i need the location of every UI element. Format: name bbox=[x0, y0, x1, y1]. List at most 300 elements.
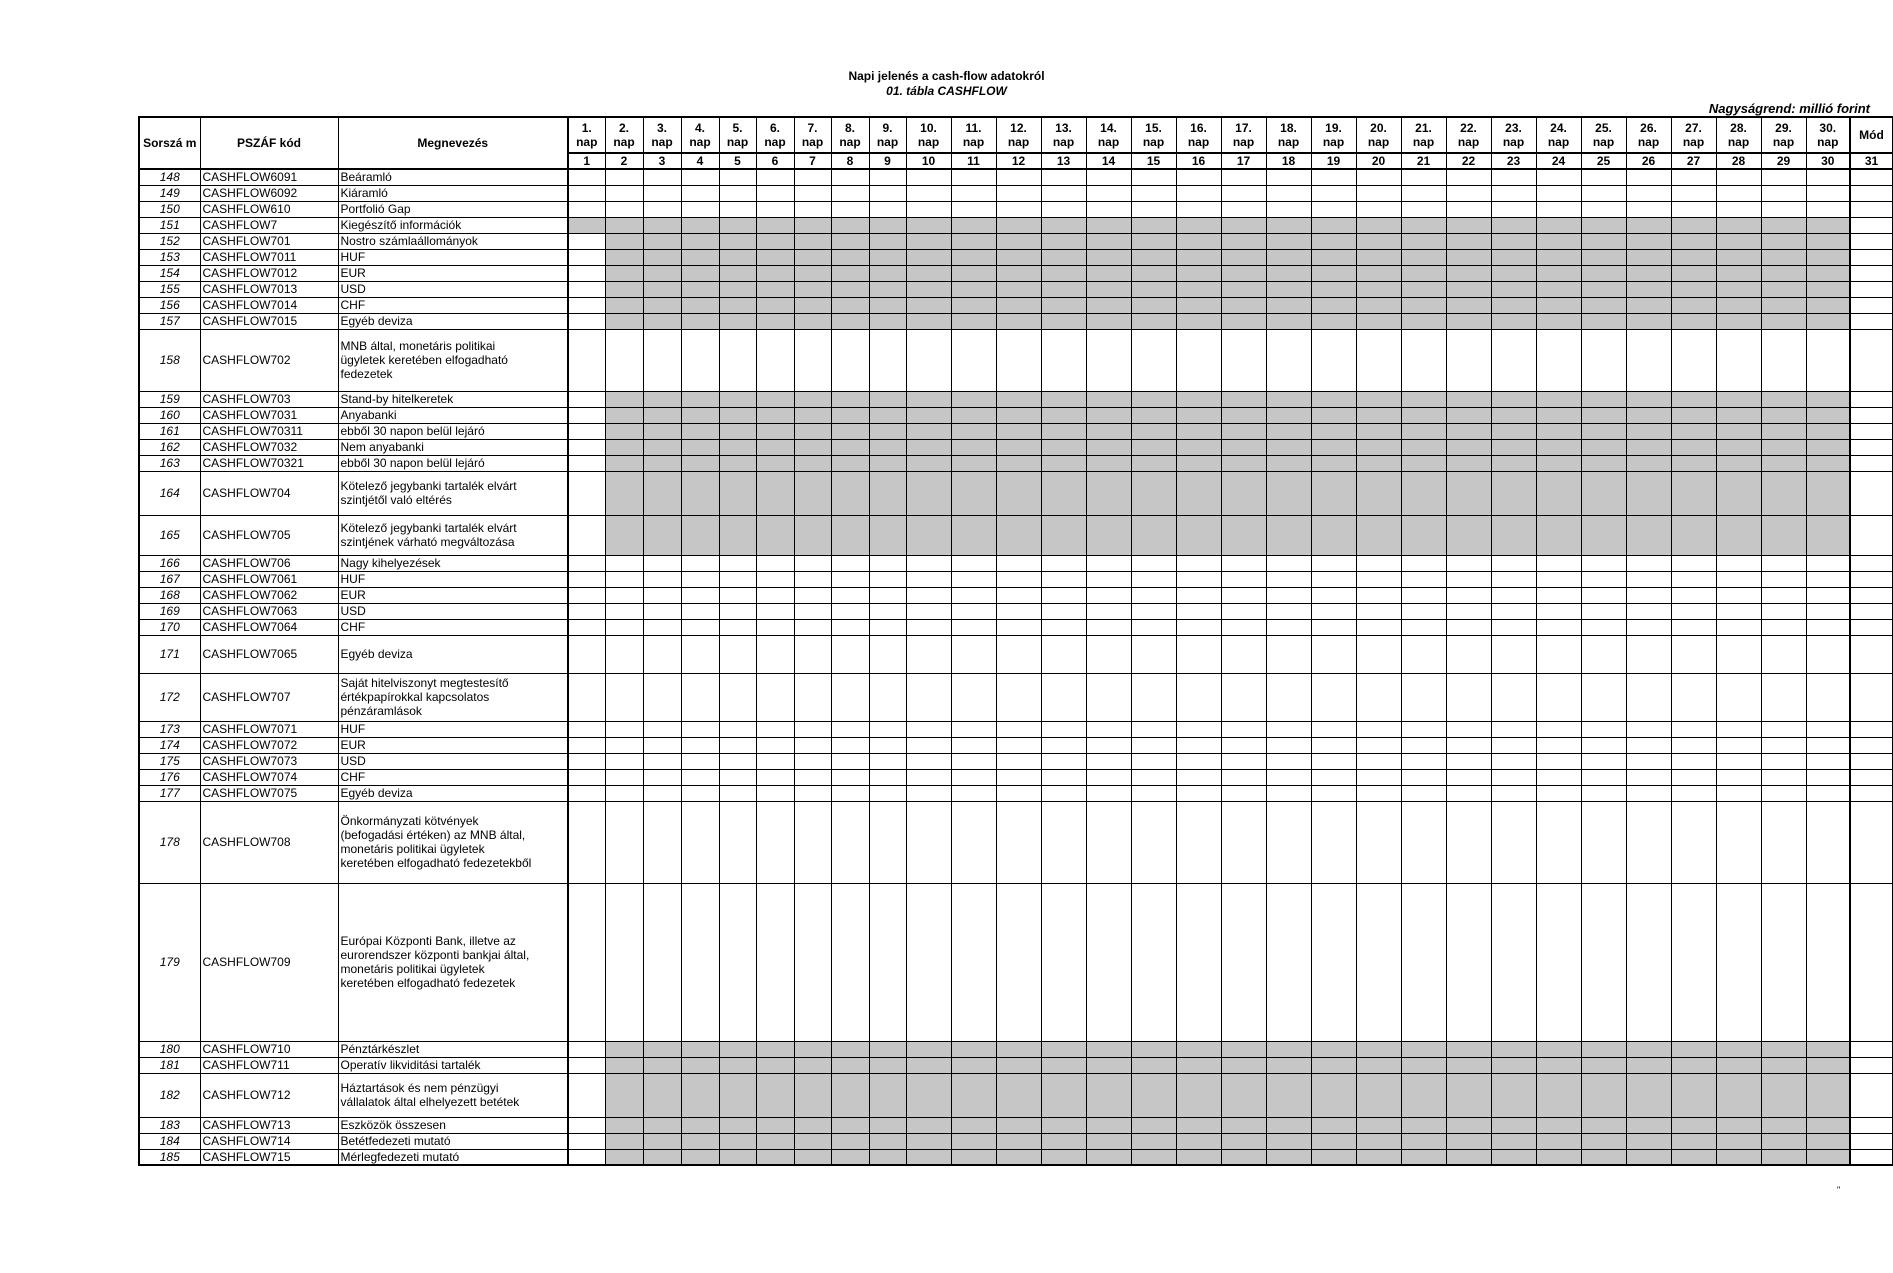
data-cell-day-14[interactable] bbox=[1086, 1117, 1131, 1133]
data-cell-day-14[interactable] bbox=[1086, 555, 1131, 571]
data-cell-day-20[interactable] bbox=[1356, 201, 1401, 217]
data-cell-day-22[interactable] bbox=[1446, 753, 1491, 769]
data-cell-day-2[interactable] bbox=[605, 439, 643, 455]
data-cell-day-1[interactable] bbox=[568, 737, 605, 753]
data-cell-day-18[interactable] bbox=[1266, 185, 1311, 201]
data-cell-day-12[interactable] bbox=[996, 515, 1041, 555]
data-cell-day-22[interactable] bbox=[1446, 313, 1491, 329]
data-cell-day-30[interactable] bbox=[1806, 233, 1850, 249]
data-cell-day-10[interactable] bbox=[906, 265, 951, 281]
data-cell-day-14[interactable] bbox=[1086, 455, 1131, 471]
data-cell-day-22[interactable] bbox=[1446, 587, 1491, 603]
data-cell-day-11[interactable] bbox=[951, 281, 996, 297]
data-cell-day-31[interactable] bbox=[1850, 455, 1893, 471]
data-cell-day-4[interactable] bbox=[681, 635, 719, 673]
data-cell-day-7[interactable] bbox=[794, 555, 831, 571]
data-cell-day-2[interactable] bbox=[605, 423, 643, 439]
data-cell-day-8[interactable] bbox=[831, 883, 869, 1041]
data-cell-day-12[interactable] bbox=[996, 785, 1041, 801]
data-cell-day-6[interactable] bbox=[756, 603, 794, 619]
data-cell-day-28[interactable] bbox=[1716, 201, 1761, 217]
data-cell-day-10[interactable] bbox=[906, 515, 951, 555]
data-cell-day-15[interactable] bbox=[1131, 407, 1176, 423]
data-cell-day-4[interactable] bbox=[681, 721, 719, 737]
data-cell-day-21[interactable] bbox=[1401, 883, 1446, 1041]
data-cell-day-16[interactable] bbox=[1176, 1117, 1221, 1133]
data-cell-day-29[interactable] bbox=[1761, 1149, 1806, 1165]
data-cell-day-1[interactable] bbox=[568, 265, 605, 281]
data-cell-day-15[interactable] bbox=[1131, 185, 1176, 201]
data-cell-day-3[interactable] bbox=[643, 1117, 681, 1133]
data-cell-day-25[interactable] bbox=[1581, 801, 1626, 883]
data-cell-day-10[interactable] bbox=[906, 281, 951, 297]
data-cell-day-8[interactable] bbox=[831, 801, 869, 883]
data-cell-day-25[interactable] bbox=[1581, 407, 1626, 423]
data-cell-day-23[interactable] bbox=[1491, 1057, 1536, 1073]
data-cell-day-2[interactable] bbox=[605, 281, 643, 297]
data-cell-day-23[interactable] bbox=[1491, 785, 1536, 801]
data-cell-day-18[interactable] bbox=[1266, 1117, 1311, 1133]
data-cell-day-4[interactable] bbox=[681, 169, 719, 185]
data-cell-day-4[interactable] bbox=[681, 785, 719, 801]
data-cell-day-19[interactable] bbox=[1311, 439, 1356, 455]
data-cell-day-19[interactable] bbox=[1311, 555, 1356, 571]
data-cell-day-22[interactable] bbox=[1446, 439, 1491, 455]
data-cell-day-26[interactable] bbox=[1626, 185, 1671, 201]
data-cell-day-1[interactable] bbox=[568, 801, 605, 883]
data-cell-day-9[interactable] bbox=[869, 407, 906, 423]
data-cell-day-17[interactable] bbox=[1221, 471, 1266, 515]
data-cell-day-7[interactable] bbox=[794, 673, 831, 721]
data-cell-day-13[interactable] bbox=[1041, 297, 1086, 313]
data-cell-day-4[interactable] bbox=[681, 801, 719, 883]
data-cell-day-26[interactable] bbox=[1626, 329, 1671, 391]
data-cell-day-14[interactable] bbox=[1086, 571, 1131, 587]
data-cell-day-21[interactable] bbox=[1401, 801, 1446, 883]
data-cell-day-29[interactable] bbox=[1761, 423, 1806, 439]
data-cell-day-19[interactable] bbox=[1311, 801, 1356, 883]
data-cell-day-3[interactable] bbox=[643, 407, 681, 423]
data-cell-day-5[interactable] bbox=[719, 1149, 756, 1165]
data-cell-day-14[interactable] bbox=[1086, 1057, 1131, 1073]
data-cell-day-20[interactable] bbox=[1356, 721, 1401, 737]
data-cell-day-1[interactable] bbox=[568, 883, 605, 1041]
data-cell-day-13[interactable] bbox=[1041, 1117, 1086, 1133]
data-cell-day-31[interactable] bbox=[1850, 407, 1893, 423]
data-cell-day-26[interactable] bbox=[1626, 571, 1671, 587]
data-cell-day-30[interactable] bbox=[1806, 313, 1850, 329]
data-cell-day-18[interactable] bbox=[1266, 201, 1311, 217]
data-cell-day-8[interactable] bbox=[831, 571, 869, 587]
data-cell-day-17[interactable] bbox=[1221, 281, 1266, 297]
data-cell-day-25[interactable] bbox=[1581, 265, 1626, 281]
data-cell-day-16[interactable] bbox=[1176, 201, 1221, 217]
data-cell-day-9[interactable] bbox=[869, 281, 906, 297]
data-cell-day-8[interactable] bbox=[831, 1149, 869, 1165]
data-cell-day-24[interactable] bbox=[1536, 169, 1581, 185]
data-cell-day-29[interactable] bbox=[1761, 329, 1806, 391]
data-cell-day-15[interactable] bbox=[1131, 439, 1176, 455]
data-cell-day-2[interactable] bbox=[605, 1133, 643, 1149]
data-cell-day-24[interactable] bbox=[1536, 1057, 1581, 1073]
data-cell-day-1[interactable] bbox=[568, 407, 605, 423]
data-cell-day-24[interactable] bbox=[1536, 407, 1581, 423]
data-cell-day-18[interactable] bbox=[1266, 1133, 1311, 1149]
data-cell-day-26[interactable] bbox=[1626, 635, 1671, 673]
data-cell-day-4[interactable] bbox=[681, 673, 719, 721]
data-cell-day-5[interactable] bbox=[719, 737, 756, 753]
data-cell-day-7[interactable] bbox=[794, 619, 831, 635]
data-cell-day-9[interactable] bbox=[869, 265, 906, 281]
data-cell-day-12[interactable] bbox=[996, 297, 1041, 313]
data-cell-day-27[interactable] bbox=[1671, 587, 1716, 603]
data-cell-day-10[interactable] bbox=[906, 297, 951, 313]
data-cell-day-11[interactable] bbox=[951, 673, 996, 721]
data-cell-day-14[interactable] bbox=[1086, 1073, 1131, 1117]
data-cell-day-17[interactable] bbox=[1221, 201, 1266, 217]
data-cell-day-20[interactable] bbox=[1356, 603, 1401, 619]
data-cell-day-5[interactable] bbox=[719, 391, 756, 407]
data-cell-day-15[interactable] bbox=[1131, 1133, 1176, 1149]
data-cell-day-7[interactable] bbox=[794, 233, 831, 249]
data-cell-day-26[interactable] bbox=[1626, 201, 1671, 217]
data-cell-day-20[interactable] bbox=[1356, 1073, 1401, 1117]
data-cell-day-12[interactable] bbox=[996, 391, 1041, 407]
data-cell-day-22[interactable] bbox=[1446, 1133, 1491, 1149]
data-cell-day-4[interactable] bbox=[681, 391, 719, 407]
data-cell-day-8[interactable] bbox=[831, 281, 869, 297]
data-cell-day-6[interactable] bbox=[756, 185, 794, 201]
data-cell-day-11[interactable] bbox=[951, 249, 996, 265]
data-cell-day-30[interactable] bbox=[1806, 297, 1850, 313]
data-cell-day-9[interactable] bbox=[869, 1133, 906, 1149]
data-cell-day-1[interactable] bbox=[568, 587, 605, 603]
data-cell-day-21[interactable] bbox=[1401, 1133, 1446, 1149]
data-cell-day-15[interactable] bbox=[1131, 329, 1176, 391]
data-cell-day-19[interactable] bbox=[1311, 571, 1356, 587]
data-cell-day-21[interactable] bbox=[1401, 407, 1446, 423]
data-cell-day-4[interactable] bbox=[681, 587, 719, 603]
data-cell-day-11[interactable] bbox=[951, 233, 996, 249]
data-cell-day-4[interactable] bbox=[681, 753, 719, 769]
data-cell-day-8[interactable] bbox=[831, 185, 869, 201]
data-cell-day-13[interactable] bbox=[1041, 1133, 1086, 1149]
data-cell-day-5[interactable] bbox=[719, 635, 756, 673]
data-cell-day-19[interactable] bbox=[1311, 329, 1356, 391]
data-cell-day-1[interactable] bbox=[568, 471, 605, 515]
data-cell-day-2[interactable] bbox=[605, 185, 643, 201]
data-cell-day-5[interactable] bbox=[719, 201, 756, 217]
data-cell-day-29[interactable] bbox=[1761, 721, 1806, 737]
data-cell-day-6[interactable] bbox=[756, 785, 794, 801]
data-cell-day-28[interactable] bbox=[1716, 571, 1761, 587]
data-cell-day-24[interactable] bbox=[1536, 391, 1581, 407]
data-cell-day-7[interactable] bbox=[794, 753, 831, 769]
data-cell-day-10[interactable] bbox=[906, 1117, 951, 1133]
data-cell-day-6[interactable] bbox=[756, 233, 794, 249]
data-cell-day-18[interactable] bbox=[1266, 297, 1311, 313]
data-cell-day-10[interactable] bbox=[906, 169, 951, 185]
data-cell-day-12[interactable] bbox=[996, 1117, 1041, 1133]
data-cell-day-7[interactable] bbox=[794, 737, 831, 753]
data-cell-day-27[interactable] bbox=[1671, 281, 1716, 297]
data-cell-day-21[interactable] bbox=[1401, 571, 1446, 587]
data-cell-day-8[interactable] bbox=[831, 1133, 869, 1149]
data-cell-day-21[interactable] bbox=[1401, 169, 1446, 185]
data-cell-day-2[interactable] bbox=[605, 1073, 643, 1117]
data-cell-day-7[interactable] bbox=[794, 423, 831, 439]
data-cell-day-14[interactable] bbox=[1086, 439, 1131, 455]
data-cell-day-14[interactable] bbox=[1086, 515, 1131, 555]
data-cell-day-6[interactable] bbox=[756, 721, 794, 737]
data-cell-day-29[interactable] bbox=[1761, 439, 1806, 455]
data-cell-day-2[interactable] bbox=[605, 785, 643, 801]
data-cell-day-26[interactable] bbox=[1626, 883, 1671, 1041]
data-cell-day-14[interactable] bbox=[1086, 391, 1131, 407]
data-cell-day-28[interactable] bbox=[1716, 313, 1761, 329]
data-cell-day-31[interactable] bbox=[1850, 1117, 1893, 1133]
data-cell-day-11[interactable] bbox=[951, 185, 996, 201]
data-cell-day-29[interactable] bbox=[1761, 603, 1806, 619]
data-cell-day-15[interactable] bbox=[1131, 801, 1176, 883]
data-cell-day-15[interactable] bbox=[1131, 673, 1176, 721]
data-cell-day-27[interactable] bbox=[1671, 721, 1716, 737]
data-cell-day-16[interactable] bbox=[1176, 439, 1221, 455]
data-cell-day-7[interactable] bbox=[794, 1133, 831, 1149]
data-cell-day-19[interactable] bbox=[1311, 1149, 1356, 1165]
data-cell-day-18[interactable] bbox=[1266, 635, 1311, 673]
data-cell-day-27[interactable] bbox=[1671, 801, 1716, 883]
data-cell-day-31[interactable] bbox=[1850, 297, 1893, 313]
data-cell-day-4[interactable] bbox=[681, 265, 719, 281]
data-cell-day-14[interactable] bbox=[1086, 635, 1131, 673]
data-cell-day-15[interactable] bbox=[1131, 471, 1176, 515]
data-cell-day-15[interactable] bbox=[1131, 619, 1176, 635]
data-cell-day-5[interactable] bbox=[719, 603, 756, 619]
data-cell-day-18[interactable] bbox=[1266, 619, 1311, 635]
data-cell-day-12[interactable] bbox=[996, 555, 1041, 571]
data-cell-day-10[interactable] bbox=[906, 249, 951, 265]
data-cell-day-6[interactable] bbox=[756, 471, 794, 515]
data-cell-day-9[interactable] bbox=[869, 737, 906, 753]
data-cell-day-15[interactable] bbox=[1131, 753, 1176, 769]
data-cell-day-4[interactable] bbox=[681, 329, 719, 391]
data-cell-day-11[interactable] bbox=[951, 555, 996, 571]
data-cell-day-14[interactable] bbox=[1086, 249, 1131, 265]
data-cell-day-11[interactable] bbox=[951, 571, 996, 587]
data-cell-day-11[interactable] bbox=[951, 265, 996, 281]
data-cell-day-15[interactable] bbox=[1131, 769, 1176, 785]
data-cell-day-2[interactable] bbox=[605, 515, 643, 555]
data-cell-day-22[interactable] bbox=[1446, 515, 1491, 555]
data-cell-day-25[interactable] bbox=[1581, 201, 1626, 217]
data-cell-day-31[interactable] bbox=[1850, 423, 1893, 439]
data-cell-day-16[interactable] bbox=[1176, 249, 1221, 265]
data-cell-day-18[interactable] bbox=[1266, 281, 1311, 297]
data-cell-day-23[interactable] bbox=[1491, 721, 1536, 737]
data-cell-day-20[interactable] bbox=[1356, 515, 1401, 555]
data-cell-day-23[interactable] bbox=[1491, 407, 1536, 423]
data-cell-day-22[interactable] bbox=[1446, 391, 1491, 407]
data-cell-day-19[interactable] bbox=[1311, 619, 1356, 635]
data-cell-day-13[interactable] bbox=[1041, 1057, 1086, 1073]
data-cell-day-8[interactable] bbox=[831, 407, 869, 423]
data-cell-day-29[interactable] bbox=[1761, 571, 1806, 587]
data-cell-day-23[interactable] bbox=[1491, 471, 1536, 515]
data-cell-day-21[interactable] bbox=[1401, 249, 1446, 265]
data-cell-day-4[interactable] bbox=[681, 555, 719, 571]
data-cell-day-18[interactable] bbox=[1266, 455, 1311, 471]
data-cell-day-10[interactable] bbox=[906, 471, 951, 515]
data-cell-day-11[interactable] bbox=[951, 297, 996, 313]
data-cell-day-27[interactable] bbox=[1671, 753, 1716, 769]
data-cell-day-3[interactable] bbox=[643, 169, 681, 185]
data-cell-day-5[interactable] bbox=[719, 571, 756, 587]
data-cell-day-28[interactable] bbox=[1716, 603, 1761, 619]
data-cell-day-3[interactable] bbox=[643, 201, 681, 217]
data-cell-day-22[interactable] bbox=[1446, 471, 1491, 515]
data-cell-day-24[interactable] bbox=[1536, 217, 1581, 233]
data-cell-day-25[interactable] bbox=[1581, 721, 1626, 737]
data-cell-day-28[interactable] bbox=[1716, 1149, 1761, 1165]
data-cell-day-26[interactable] bbox=[1626, 801, 1671, 883]
data-cell-day-28[interactable] bbox=[1716, 1073, 1761, 1117]
data-cell-day-28[interactable] bbox=[1716, 1133, 1761, 1149]
data-cell-day-23[interactable] bbox=[1491, 249, 1536, 265]
data-cell-day-8[interactable] bbox=[831, 455, 869, 471]
data-cell-day-26[interactable] bbox=[1626, 619, 1671, 635]
data-cell-day-22[interactable] bbox=[1446, 169, 1491, 185]
data-cell-day-31[interactable] bbox=[1850, 1149, 1893, 1165]
data-cell-day-25[interactable] bbox=[1581, 233, 1626, 249]
data-cell-day-27[interactable] bbox=[1671, 471, 1716, 515]
data-cell-day-5[interactable] bbox=[719, 1057, 756, 1073]
data-cell-day-14[interactable] bbox=[1086, 603, 1131, 619]
data-cell-day-16[interactable] bbox=[1176, 635, 1221, 673]
data-cell-day-1[interactable] bbox=[568, 571, 605, 587]
data-cell-day-6[interactable] bbox=[756, 329, 794, 391]
data-cell-day-5[interactable] bbox=[719, 673, 756, 721]
data-cell-day-1[interactable] bbox=[568, 1057, 605, 1073]
data-cell-day-9[interactable] bbox=[869, 1149, 906, 1165]
data-cell-day-18[interactable] bbox=[1266, 883, 1311, 1041]
data-cell-day-9[interactable] bbox=[869, 619, 906, 635]
data-cell-day-13[interactable] bbox=[1041, 785, 1086, 801]
data-cell-day-13[interactable] bbox=[1041, 439, 1086, 455]
data-cell-day-4[interactable] bbox=[681, 297, 719, 313]
data-cell-day-22[interactable] bbox=[1446, 1057, 1491, 1073]
data-cell-day-2[interactable] bbox=[605, 217, 643, 233]
data-cell-day-14[interactable] bbox=[1086, 423, 1131, 439]
data-cell-day-24[interactable] bbox=[1536, 313, 1581, 329]
data-cell-day-19[interactable] bbox=[1311, 423, 1356, 439]
data-cell-day-18[interactable] bbox=[1266, 603, 1311, 619]
data-cell-day-25[interactable] bbox=[1581, 555, 1626, 571]
data-cell-day-6[interactable] bbox=[756, 281, 794, 297]
data-cell-day-17[interactable] bbox=[1221, 169, 1266, 185]
data-cell-day-23[interactable] bbox=[1491, 169, 1536, 185]
data-cell-day-18[interactable] bbox=[1266, 571, 1311, 587]
data-cell-day-21[interactable] bbox=[1401, 1057, 1446, 1073]
data-cell-day-7[interactable] bbox=[794, 587, 831, 603]
data-cell-day-25[interactable] bbox=[1581, 471, 1626, 515]
data-cell-day-31[interactable] bbox=[1850, 217, 1893, 233]
data-cell-day-23[interactable] bbox=[1491, 423, 1536, 439]
data-cell-day-11[interactable] bbox=[951, 1073, 996, 1117]
data-cell-day-18[interactable] bbox=[1266, 233, 1311, 249]
data-cell-day-19[interactable] bbox=[1311, 281, 1356, 297]
data-cell-day-26[interactable] bbox=[1626, 233, 1671, 249]
data-cell-day-17[interactable] bbox=[1221, 1117, 1266, 1133]
data-cell-day-24[interactable] bbox=[1536, 801, 1581, 883]
data-cell-day-18[interactable] bbox=[1266, 169, 1311, 185]
data-cell-day-2[interactable] bbox=[605, 555, 643, 571]
data-cell-day-27[interactable] bbox=[1671, 169, 1716, 185]
data-cell-day-5[interactable] bbox=[719, 249, 756, 265]
data-cell-day-25[interactable] bbox=[1581, 1057, 1626, 1073]
data-cell-day-6[interactable] bbox=[756, 217, 794, 233]
data-cell-day-4[interactable] bbox=[681, 737, 719, 753]
data-cell-day-11[interactable] bbox=[951, 801, 996, 883]
data-cell-day-11[interactable] bbox=[951, 471, 996, 515]
data-cell-day-10[interactable] bbox=[906, 329, 951, 391]
data-cell-day-9[interactable] bbox=[869, 185, 906, 201]
data-cell-day-24[interactable] bbox=[1536, 185, 1581, 201]
data-cell-day-27[interactable] bbox=[1671, 635, 1716, 673]
data-cell-day-24[interactable] bbox=[1536, 281, 1581, 297]
data-cell-day-25[interactable] bbox=[1581, 281, 1626, 297]
data-cell-day-16[interactable] bbox=[1176, 391, 1221, 407]
data-cell-day-4[interactable] bbox=[681, 217, 719, 233]
data-cell-day-28[interactable] bbox=[1716, 737, 1761, 753]
data-cell-day-4[interactable] bbox=[681, 1073, 719, 1117]
data-cell-day-9[interactable] bbox=[869, 1117, 906, 1133]
data-cell-day-12[interactable] bbox=[996, 721, 1041, 737]
data-cell-day-28[interactable] bbox=[1716, 265, 1761, 281]
data-cell-day-26[interactable] bbox=[1626, 265, 1671, 281]
data-cell-day-21[interactable] bbox=[1401, 201, 1446, 217]
data-cell-day-7[interactable] bbox=[794, 721, 831, 737]
data-cell-day-30[interactable] bbox=[1806, 883, 1850, 1041]
data-cell-day-9[interactable] bbox=[869, 515, 906, 555]
data-cell-day-15[interactable] bbox=[1131, 169, 1176, 185]
data-cell-day-12[interactable] bbox=[996, 201, 1041, 217]
data-cell-day-3[interactable] bbox=[643, 515, 681, 555]
data-cell-day-12[interactable] bbox=[996, 1041, 1041, 1057]
data-cell-day-15[interactable] bbox=[1131, 555, 1176, 571]
data-cell-day-27[interactable] bbox=[1671, 1133, 1716, 1149]
data-cell-day-6[interactable] bbox=[756, 737, 794, 753]
data-cell-day-21[interactable] bbox=[1401, 1149, 1446, 1165]
data-cell-day-13[interactable] bbox=[1041, 471, 1086, 515]
data-cell-day-7[interactable] bbox=[794, 883, 831, 1041]
data-cell-day-29[interactable] bbox=[1761, 883, 1806, 1041]
data-cell-day-3[interactable] bbox=[643, 1133, 681, 1149]
data-cell-day-17[interactable] bbox=[1221, 555, 1266, 571]
data-cell-day-26[interactable] bbox=[1626, 737, 1671, 753]
data-cell-day-31[interactable] bbox=[1850, 281, 1893, 297]
data-cell-day-24[interactable] bbox=[1536, 883, 1581, 1041]
data-cell-day-2[interactable] bbox=[605, 455, 643, 471]
data-cell-day-6[interactable] bbox=[756, 169, 794, 185]
data-cell-day-25[interactable] bbox=[1581, 571, 1626, 587]
data-cell-day-4[interactable] bbox=[681, 313, 719, 329]
data-cell-day-10[interactable] bbox=[906, 407, 951, 423]
data-cell-day-26[interactable] bbox=[1626, 1149, 1671, 1165]
data-cell-day-23[interactable] bbox=[1491, 217, 1536, 233]
data-cell-day-11[interactable] bbox=[951, 635, 996, 673]
data-cell-day-10[interactable] bbox=[906, 201, 951, 217]
